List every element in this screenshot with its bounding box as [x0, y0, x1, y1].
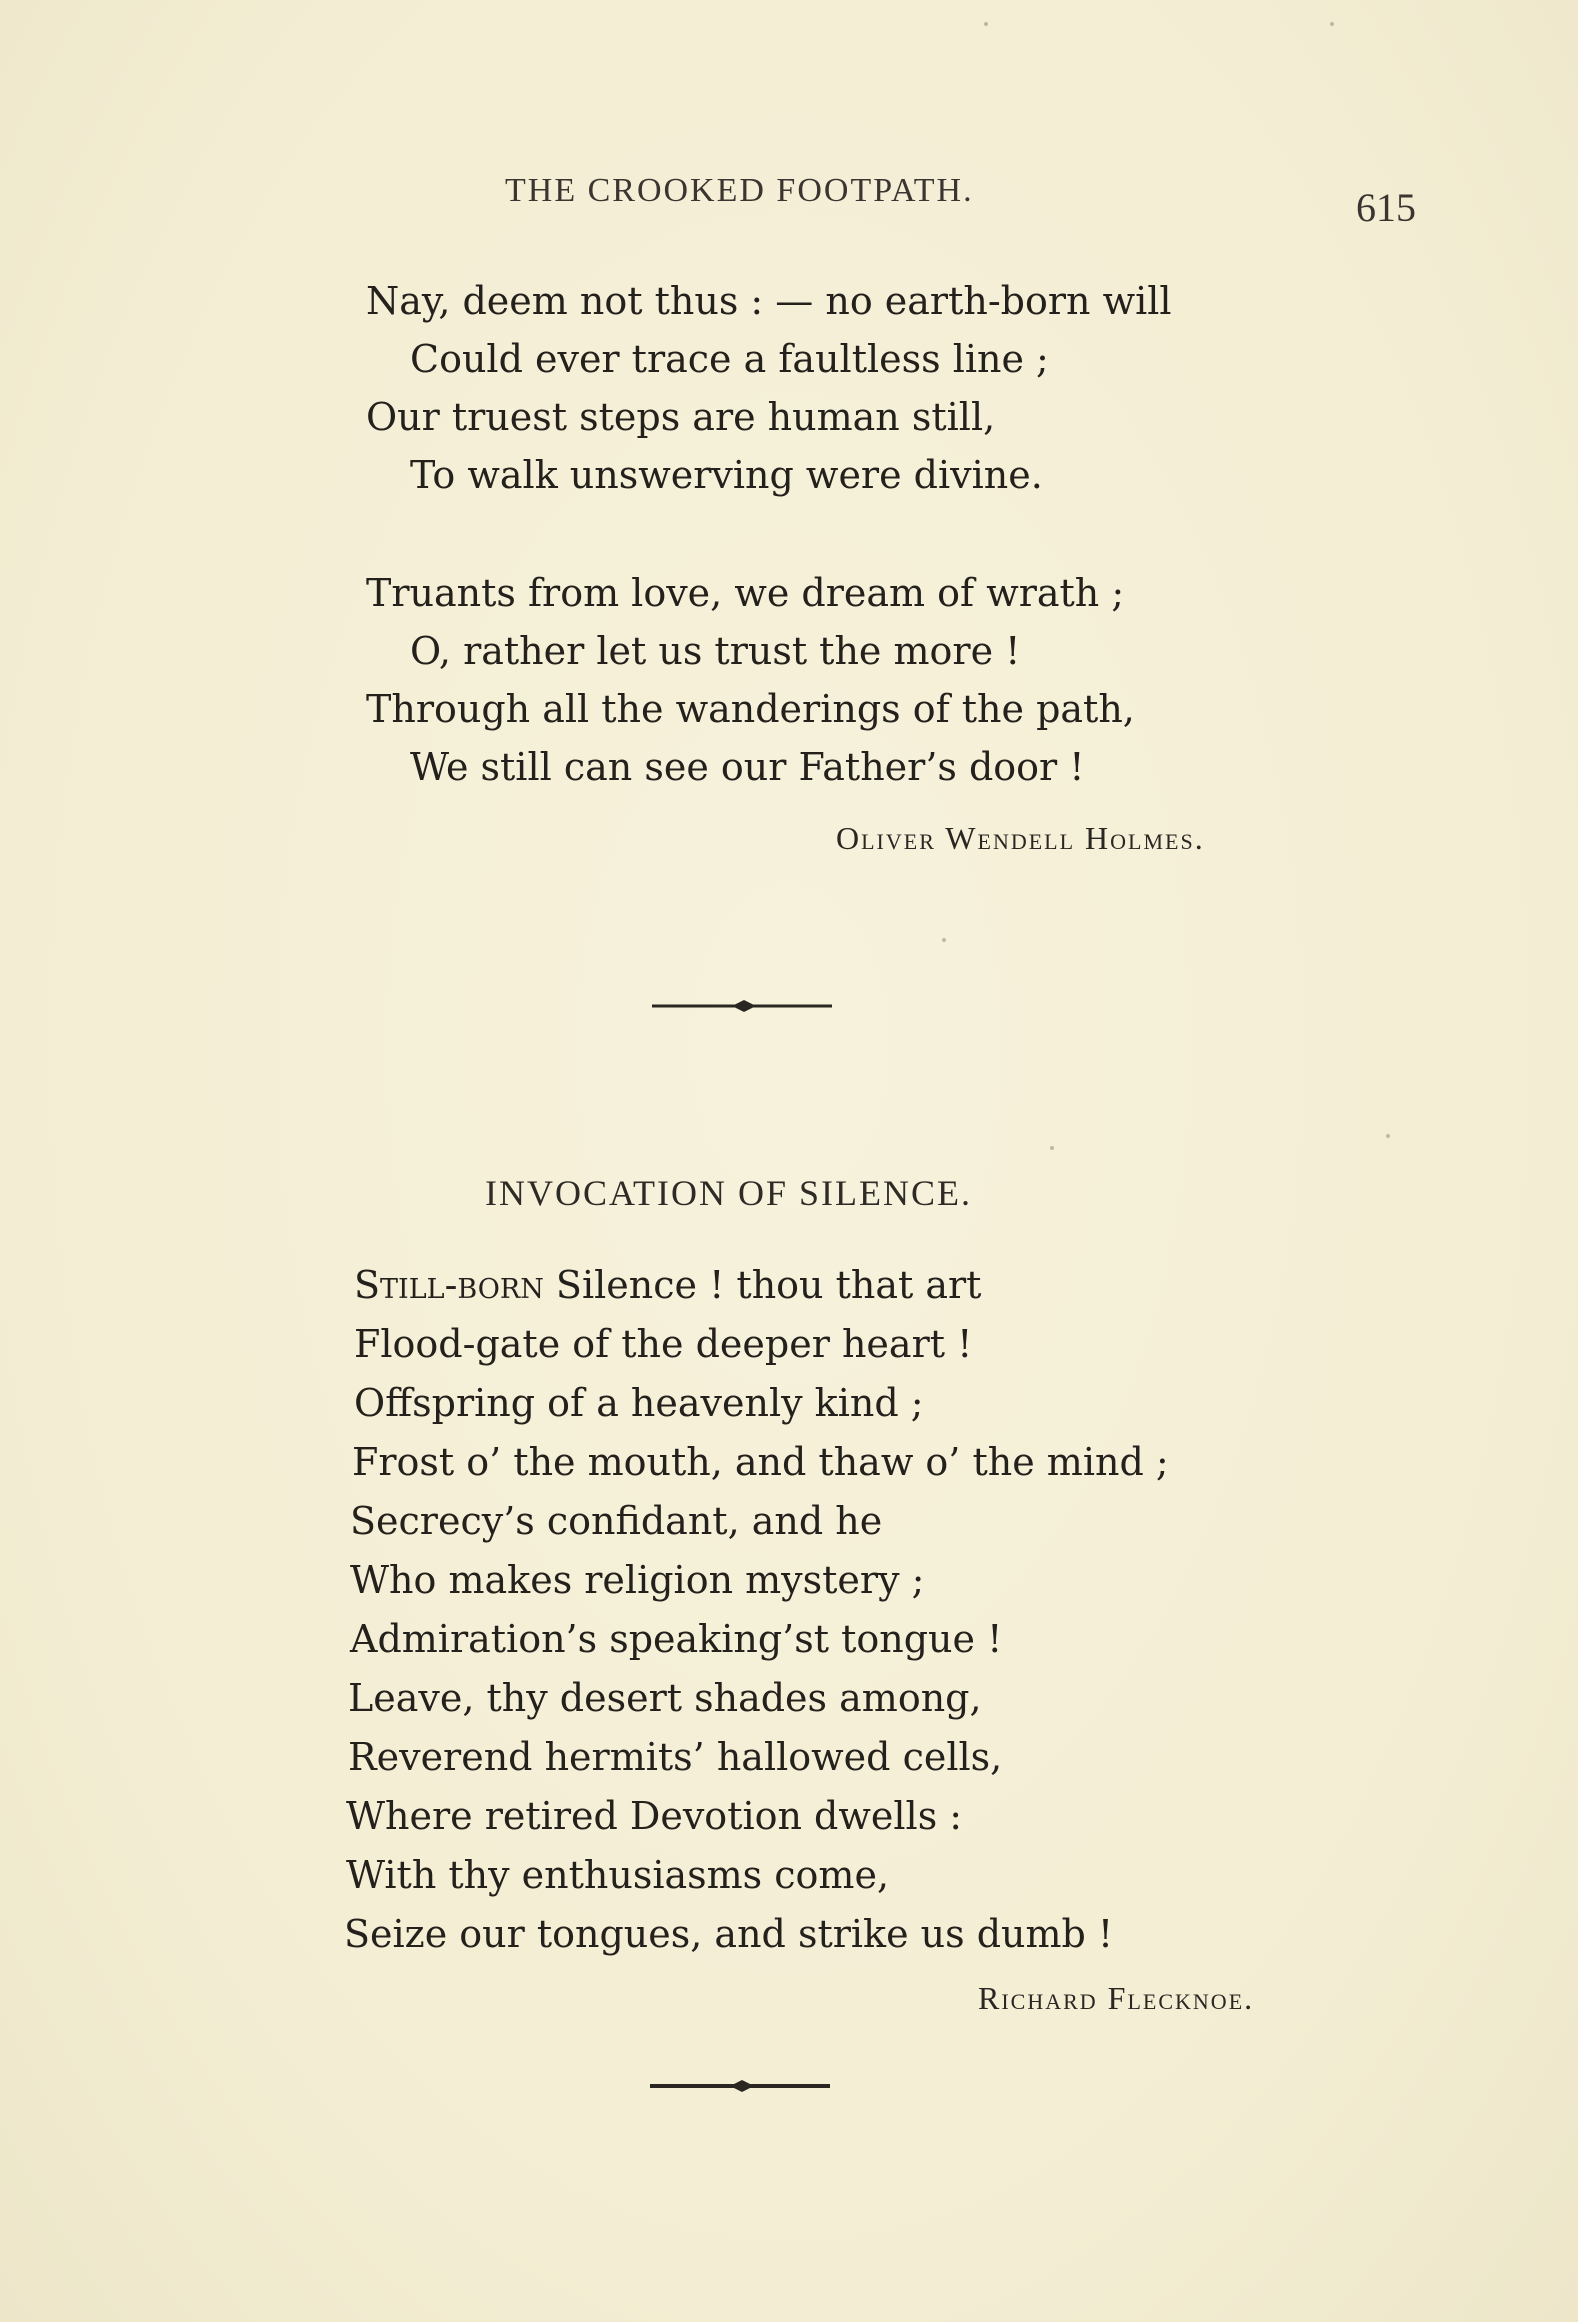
- page-number: 615: [1356, 185, 1416, 230]
- poem2-line6: Who makes religion mystery ;: [350, 1558, 925, 1602]
- poem2-line3: Offspring of a heavenly kind ;: [354, 1381, 924, 1425]
- poem2-first-line-rest: Silence ! thou that art: [543, 1263, 982, 1307]
- poem1-stanza2-line1: Truants from love, we dream of wrath ;: [366, 571, 1125, 615]
- poem1-stanza2-line3: Through all the wanderings of the path,: [366, 687, 1135, 731]
- poem2-line10: Where retired Devotion dwells :: [346, 1794, 963, 1838]
- poem2-line7: Admiration’s speaking’st tongue !: [350, 1617, 1003, 1661]
- poem1-stanza1-line2: Could ever trace a faultless line ;: [410, 337, 1049, 381]
- poem2-author: Richard Flecknoe.: [978, 1980, 1255, 2016]
- poem1-author: Oliver Wendell Holmes.: [836, 820, 1205, 856]
- paper-speck: [942, 938, 946, 942]
- poem2-first-word: Still-born: [354, 1263, 544, 1307]
- poem1-stanza1-line4: To walk unswerving were divine.: [410, 453, 1043, 497]
- section-divider-2: [650, 2076, 830, 2096]
- poem2-line4: Frost o’ the mouth, and thaw o’ the mind ;: [352, 1440, 1169, 1484]
- poem1-stanza1-line1: Nay, deem not thus : — no earth-born will: [366, 279, 1172, 323]
- poem2-line11: With thy enthusiasms come,: [346, 1853, 890, 1897]
- poem1-stanza2-line2: O, rather let us trust the more !: [410, 629, 1021, 673]
- poem2-title: INVOCATION OF SILENCE.: [485, 1173, 972, 1213]
- poem2-line12: Seize our tongues, and strike us dumb !: [344, 1912, 1114, 1956]
- paper-speck: [1386, 1134, 1390, 1138]
- poem2-line1: [354, 1263, 982, 1307]
- poem2-line9: Reverend hermits’ hallowed cells,: [348, 1735, 1003, 1779]
- poem1-stanza1-line3: Our truest steps are human still,: [366, 395, 996, 439]
- section-divider-1: [652, 996, 832, 1016]
- paper-speck: [984, 22, 988, 26]
- poem2-line5: Secrecy’s confidant, and he: [350, 1499, 883, 1543]
- paper-speck: [1050, 1146, 1054, 1150]
- poem2-line2: Flood-gate of the deeper heart !: [354, 1322, 973, 1366]
- poem1-stanza2-line4: We still can see our Father’s door !: [410, 745, 1085, 789]
- paper-speck: [1330, 22, 1334, 26]
- running-title: THE CROOKED FOOTPATH.: [505, 172, 974, 209]
- poem2-line8: Leave, thy desert shades among,: [348, 1676, 982, 1720]
